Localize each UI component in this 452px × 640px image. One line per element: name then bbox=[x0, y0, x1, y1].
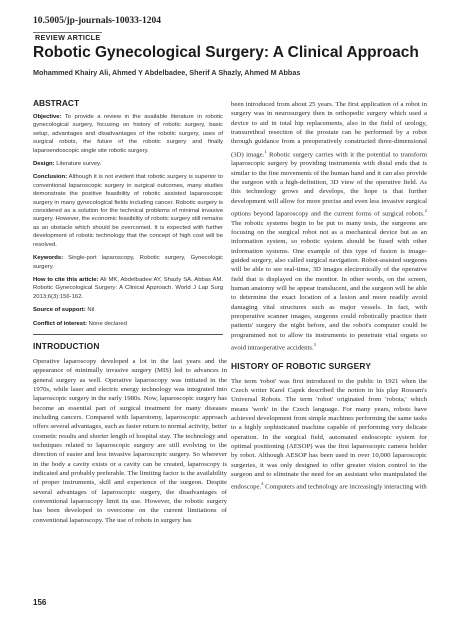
abstract-design: Design: Literature survey. bbox=[33, 161, 102, 168]
abstract-divider bbox=[33, 334, 223, 335]
article-type-badge: REVIEW ARTICLE bbox=[35, 33, 101, 42]
reference-marker: 4 bbox=[261, 481, 264, 487]
reference-marker: 1 bbox=[264, 148, 267, 154]
history-heading: HISTORY OF ROBOTIC SURGERY bbox=[231, 360, 372, 371]
abstract-heading: ABSTRACT bbox=[33, 98, 80, 108]
abstract-support: Source of support: Nil bbox=[33, 307, 95, 314]
introduction-paragraph: Operative laparoscopy developed a lot in the last years and the appearance of minimally invasive surgery (MIS) led to advances in general surgery as well. Operative laparoscopy was initiated in the 1970s, while laser and electric energy technology was integrated into laparoscopic surgery in the early 1980s. Now, laparoscopic surgery has become an essential part of surgical treatment for many diseases including cancers. Compared with laparotomy, laparoscopic approach offers several advantages, such as faster return to normal activity, better cosmetic results and shorter length of hospital stay. The technology and techniques related to laparoscopic surgery are still evolving to the direction of easier and less invasive laparoscopic surgery. So wherever in the body a cavity exists or a cavity can be created, laparoscopy is indicated and probably preferable. The limiting factor is the availability of proper instruments, skill and experience of the surgeon. Despite several advantages of laparoscopic surgery, the disadvantages of conventional laparoscopy limit its use. However, the robotic surgery has been developed to overcome on the current limitations of conventional laparoscopy. The use of robots in surgery has bbox=[33, 357, 227, 524]
introduction-paragraph-continued: been introduced from about 25 years. The first application of a robot in surgery was in neurosurgery then in orthopedic surgery which used a device to aid in total hip replacements, also in the field of urology, transurethral resection of the prostate can be performed by a robot through guidance from a preoperatively constructed three-dimensional (3D) image.$^1$ Robotic surgery carries with it the potential to transform laparoscopic surgery by providing instruments with distal ends that is similar to the fine movements of the human hand and it can also provide the surgeon with a high-definition, 3D view of the operative field. As this technology grows and develops, the hope is that further development will allow for more precise and even less invasive surgical options beyond laparoscopy and the current forms of surgical robots.$^2$ The robotic systems begin to be put to many tests, the surgeons are focusing on the surgical robot not as a mechanical device but as an information system, so robotic system should be fused with other information systems. One example of this type of fusion is image-guided surgery, also called surgical navigation. Robot-assisted surgeons will be able to see real-time, 3D images electronically of the operative field that is displayed on the monitor. In other words, on the screen, human anatomy will be appear translucent, and the surgeon will be able to determine the exact location of a lesion and more readily avoid damaging vital structures such as major vessels. In fact, with preoperative scanner images, surgeons could robotically practice their patients' surgery the night before, and the robot's computer could be programmed not to allow its instruments to penetrate vital organs so avoid intraoperative accidents.$^3$ bbox=[231, 101, 427, 352]
abstract-conflict: Conflict of interest: None declared bbox=[33, 320, 127, 327]
abstract-citation: How to cite this article: Ali MK, Abdelbadee AY, Shazly SA, Abbas AM. Robotic Gynecological Surgery: A Clinical Approach. World J Lap Surg 2013;6(3):156-162. bbox=[33, 276, 224, 300]
abstract-keywords: Keywords: Single-port laparoscopy, Robotic surgery, Gynecologic surgery. bbox=[33, 255, 223, 270]
history-paragraph: The term 'robot' was first introduced to the public in 1921 when the Czech writer Karel Capek described the notion in his play Rossum's Universal Robots. The term 'robot' originated from 'robota,' which means 'work' in the Czech language. For many years, robots have achieved development from simple machines performing the same tasks to a highly sophisticated machine capable of performing very delicate operation. In the surgical field, automated endoscopic system for optimal positioning (AESOP) was the first laparoscopic camera holder by robot. Although AESOP has been used in over 10,000 laparoscopic surgeries, it was only designed to offer greater vision control to the surgeon and to eliminate the need for an assistant who manipulated the endoscope.$^4$ Computers and technology are increasingly interacting with bbox=[231, 377, 427, 491]
doi: 10.5005/jp-journals-10033-1204 bbox=[33, 16, 161, 26]
article-title: Robotic Gynecological Surgery: A Clinical Approach bbox=[33, 44, 419, 61]
left-column bbox=[33, 98, 227, 533]
abstract-conclusion: Conclusion: Although it is not evident that robotic surgery is superior to conventional laparoscopic surgery in surgical outcomes, many studies demonstrate the positive feasibility of robotic assisted laparoscopic surgery in many gynecological fields including cancer. Robotic surgery is considered as a solution for the technical problems of minimal invasive surgery. However, the economic feasibility of robotic surgery still remains as an obstacle which should be overcomed. It is expected with further development of robotic technology that the concept of high cost will be resolved. bbox=[33, 174, 223, 248]
reference-marker: 3 bbox=[313, 342, 316, 348]
reference-marker: 2 bbox=[424, 208, 427, 214]
introduction-heading: INTRODUCTION bbox=[33, 340, 100, 351]
abstract-objective: Objective: To provide a review in the available literature in robotic gynecological surgery, focusing on history of robotic surgery, basic setup, advantages and disadvantages of the robotic surgery, uses of surgical robots, the future of the robotic surgery and finally laparoendoscopic single site robotic surgery. bbox=[33, 114, 223, 154]
page-number: 156 bbox=[33, 598, 47, 607]
author-list: Mohammed Khairy Ali, Ahmed Y Abdelbadee, Sherif A Shazly, Ahmed M Abbas bbox=[33, 68, 301, 77]
abstract-section bbox=[33, 98, 223, 328]
right-column bbox=[231, 100, 427, 500]
